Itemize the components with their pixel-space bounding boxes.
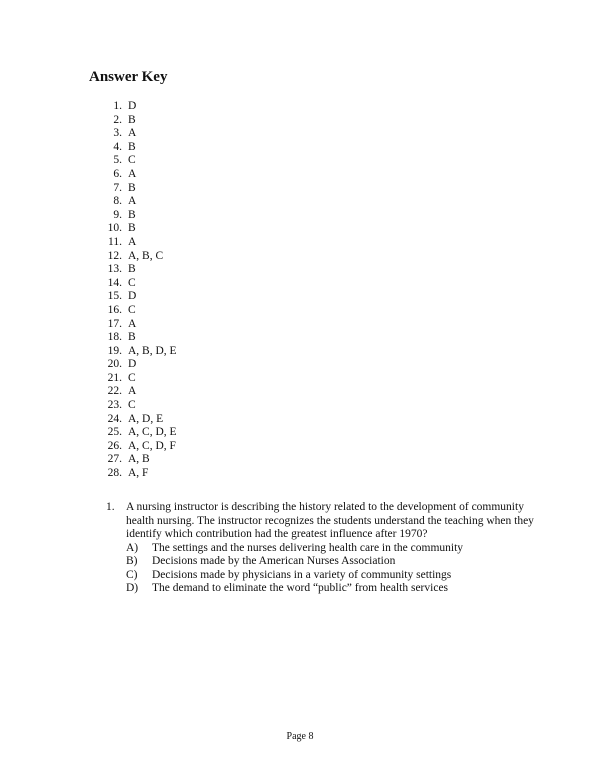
answer-number: 8. — [113, 195, 122, 208]
question-block — [106, 501, 546, 596]
answer-value: A — [128, 127, 137, 140]
page-footer: Page 8 — [286, 731, 314, 742]
option-letter: D) — [126, 582, 139, 594]
answer-item — [100, 127, 177, 141]
answer-value: A — [128, 195, 137, 208]
answer-number: 14. — [107, 276, 122, 289]
question-number: 1. — [106, 501, 115, 513]
answer-item — [100, 358, 177, 372]
answer-value: A, C, D, E — [128, 426, 177, 439]
answer-item — [100, 372, 177, 386]
answer-number: 5. — [113, 154, 122, 167]
answer-number: 18. — [107, 331, 122, 344]
answer-item — [100, 168, 177, 182]
answer-item — [100, 182, 177, 196]
answer-number: 11. — [108, 235, 122, 248]
question-row — [106, 501, 546, 542]
answer-number: 4. — [113, 140, 122, 153]
answer-key-list — [100, 100, 177, 481]
answer-value: A — [128, 235, 137, 248]
option-item — [126, 542, 546, 556]
answer-number: 19. — [107, 344, 122, 357]
answer-item — [100, 426, 177, 440]
option-letter: C) — [126, 568, 138, 581]
answer-item — [100, 385, 177, 399]
option-item — [126, 582, 546, 596]
answer-item — [100, 467, 177, 481]
question-options — [106, 542, 546, 596]
answer-number: 9. — [113, 208, 122, 221]
answer-item — [100, 114, 177, 128]
answer-value: A — [128, 385, 137, 398]
answer-item — [100, 453, 177, 467]
answer-number: 21. — [107, 371, 122, 384]
answer-number: 12. — [107, 249, 122, 262]
answer-number: 22. — [107, 385, 122, 398]
answer-number: 16. — [107, 303, 122, 316]
answer-item — [100, 440, 177, 454]
answer-value: C — [128, 399, 136, 412]
answer-item — [100, 277, 177, 291]
answer-value: D — [128, 358, 137, 371]
option-text: The demand to eliminate the word “public” from health services — [152, 582, 449, 594]
answer-item — [100, 154, 177, 168]
answer-item — [100, 250, 177, 264]
answer-item — [100, 263, 177, 277]
answer-value: B — [128, 181, 136, 194]
answer-item — [100, 209, 177, 223]
answer-value: A, C, D, F — [128, 439, 176, 452]
answer-value: A — [128, 167, 137, 180]
answer-value: B — [128, 208, 136, 221]
answer-number: 7. — [113, 181, 122, 194]
answer-value: A, B, D, E — [128, 344, 177, 357]
answer-value: D — [128, 100, 137, 112]
answer-number: 1. — [113, 100, 122, 112]
page-title: Answer Key — [89, 69, 168, 85]
answer-number: 10. — [107, 222, 122, 235]
option-item — [126, 569, 546, 583]
answer-item — [100, 141, 177, 155]
answer-number: 3. — [113, 127, 122, 140]
answer-number: 26. — [107, 439, 122, 452]
answer-value: D — [128, 290, 137, 303]
answer-item — [100, 413, 177, 427]
option-item — [126, 555, 546, 569]
answer-number: 15. — [107, 290, 122, 303]
answer-number: 2. — [113, 113, 122, 126]
answer-value: B — [128, 331, 136, 344]
answer-item — [100, 318, 177, 332]
answer-value: B — [128, 113, 136, 126]
answer-item — [100, 290, 177, 304]
answer-number: 24. — [107, 412, 122, 425]
answer-value: A — [128, 317, 137, 330]
answer-value: A, D, E — [128, 412, 164, 425]
answer-value: B — [128, 263, 136, 276]
answer-item — [100, 222, 177, 236]
answer-value: B — [128, 140, 136, 153]
answer-item — [100, 331, 177, 345]
answer-value: A, B, C — [128, 249, 164, 262]
answer-value: A, F — [128, 467, 149, 480]
answer-number: 27. — [107, 453, 122, 466]
option-letter: A) — [126, 541, 139, 554]
answer-item — [100, 345, 177, 359]
answer-number: 28. — [107, 467, 122, 480]
answer-item — [100, 100, 177, 114]
answer-number: 6. — [113, 167, 122, 180]
option-letter: B) — [126, 555, 138, 567]
question-stem: A nursing instructor is describing the history related to the development of community health nursing. The instructor recognizes the students understand the teaching when they identify which contribution had the greatest influence after 1970? — [126, 501, 534, 540]
option-text: The settings and the nurses delivering health care in the community — [152, 541, 464, 554]
answer-number: 25. — [107, 426, 122, 439]
answer-item — [100, 236, 177, 250]
answer-number: 17. — [107, 317, 122, 330]
answer-item — [100, 399, 177, 413]
answer-value: A, B — [128, 453, 150, 466]
answer-value: C — [128, 303, 136, 316]
answer-value: C — [128, 154, 136, 167]
answer-value: C — [128, 371, 136, 384]
option-text: Decisions made by physicians in a variety of community settings — [152, 568, 452, 581]
answer-value: B — [128, 222, 136, 235]
answer-number: 13. — [107, 263, 122, 276]
answer-number: 20. — [107, 358, 122, 371]
answer-value: C — [128, 276, 136, 289]
answer-item — [100, 195, 177, 209]
answer-item — [100, 304, 177, 318]
answer-number: 23. — [107, 399, 122, 412]
option-text: Decisions made by the American Nurses Association — [152, 555, 396, 567]
